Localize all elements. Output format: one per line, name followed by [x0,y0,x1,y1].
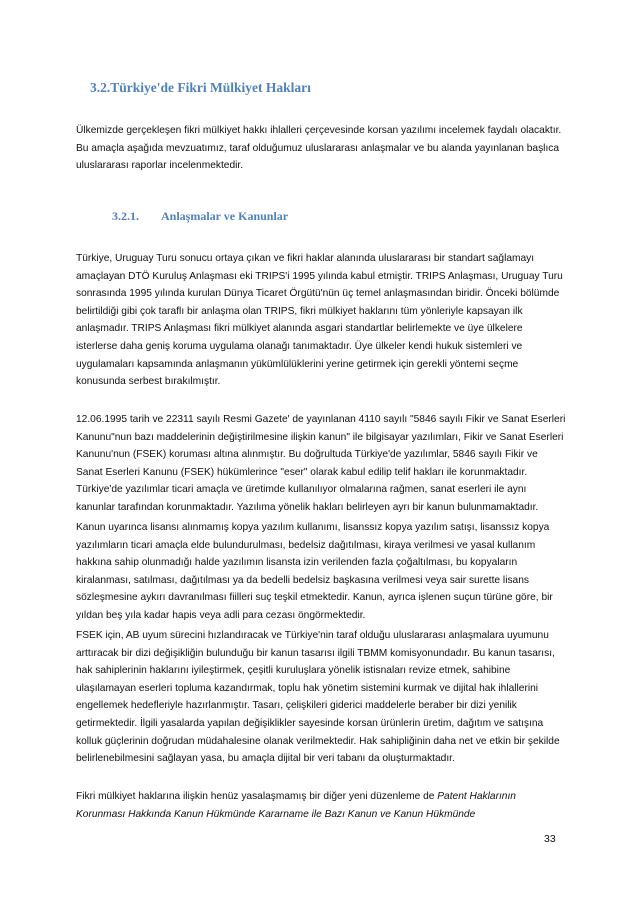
section-heading: 3.2.Türkiye'de Fikri Mülkiyet Hakları [90,80,311,95]
subsection-heading [112,209,288,224]
subsection-number: 3.2.1. [112,209,139,223]
paragraph-trips: Türkiye, Uruguay Turu sonucu ortaya çıkan ve fikri haklar alanında uluslararası bir standart sağlamayı amaçlayan DTÖ Kuruluş Anlaşması eki TRIPS'i 1995 yılında kabul etmiştir. TRIPS Anlaşması, Uruguay Turu sonrasında 1995 yılında kurulan Dünya Ticaret Örgütü'nün üç temel anlaşmasından biridir. Önceki bölümde belirtildiği gibi çok taraflı bir anlaşma olan TRIPS, fikri mülkiyet haklarını tüm yönleriyle kapsayan ilk anlaşmadır. TRIPS Anlaşması fikri mülkiyet alanında asgari standartlar belirlemekte ve üye ülkelere isterlerse daha geniş koruma uygulama olanağı tanımaktadır. Üye ülkeler kendi hukuk sistemleri ve uygulamaları kapsamında anlaşmanın yükümlülüklerini yerine getirmek için gerekli yöntemi seçme konusunda serbest bırakılmıştır. [76,253,563,388]
paragraph-patent-text: Fikri mülkiyet haklarına ilişkin henüz yasalaşmamış bir diğer yeni düzenleme de [76,791,438,802]
paragraph-patent [76,788,566,823]
subsection-title: Anlaşmalar ve Kanunlar [161,209,289,223]
paragraph-reform-bill: FSEK için, AB uyum sürecini hızlandıracak ve Türkiye'nin taraf olduğu uluslararası anlaşmalara uyumunu arttıracak bir dizi değişikliğin bulunduğu bir kanun tasarısı ilgili TBMM komisyonundadır. Bu kanun tasarısı, hak sahiplerinin haklarını iyileştirmek, çeşitli kuruluşlara yönelik istisnaları revize etmek, sahibine ulaşılamayan eserleri topluma kazandırmak, toplu hak yönetim sistemini kurmak ve dijital hak ihlallerini engellemek hedefleriyle hazırlanmıştır. Tasarı, çelişkileri giderici maddelerle beraber bir dizi yenilik getirmektedir. İlgili yasalarda yapılan değişiklikler sayesinde korsan ürünlerin üretim, dağıtım ve satışına kolluk güçlerinin doğrudan müdahalesine olanak verilmektedir. Hak sahipliğinin daha net ve etkin bir şekilde belirlenebilmesini sağlayan yasa, bu amaçla dijital bir veri tabanı da oluşturmaktadır. [76,630,560,765]
paragraph-fsek-law: 12.06.1995 tarih ve 22311 sayılı Resmi Gazete' de yayınlanan 4110 sayılı "5846 sayılı Fikir ve Sanat Eserleri Kanunu"nun bazı maddelerinin değiştirilmesine ilişkin kanun" ile bilgisayar yazılımları, Fikir ve Sanat Eserleri Kanunu'nun (FSEK) koruması altına alınmıştır. Bu doğrultuda Türkiye'de yazılımlar, 5846 sayılı Fikir ve Sanat Eserleri Kanunu (FSEK) hükümlerince "eser" olarak kabul edilip telif hakları ile korunmaktadır. Türkiye'de yazılımlar ticari amaçla ve üretimde kullanılıyor olmalarına rağmen, sanat eserleri ile aynı kanunlar tarafından korunmaktadır. Yazılıma yönelik hakları belirleyen ayrı bir kanun bulunmamaktadır. [76,414,566,513]
paragraph-patent-italic: Patent Haklarının Korunması Hakkında Kanun Hükmünde Kararname ile Bazı Kanun ve Kanun Hükmünde [76,791,516,820]
page-number: 33 [544,833,556,845]
intro-paragraph: Ülkemizde gerçekleşen fikri mülkiyet hakkı ihlalleri çerçevesinde korsan yazılımı incelemek faydalı olacaktır. Bu amaçla aşağıda mevzuatımız, taraf olduğumuz uluslararası anlaşmalar ve bu alanda yayınlanan başlıca uluslararası raporlar incelenmektedir. [76,125,562,172]
paragraph-penalties: Kanun uyarınca lisansı alınmamış kopya yazılım kullanımı, lisanssız kopya yazılım satışı, lisanssız kopya yazılımların ticari amaçla elde bulundurulması, bedelsiz dağıtılması, kiraya verilmesi ve yasal kullanım hakkına sahip olunmadığı halde yazılımın lisansta izin verilenden fazla çoğaltılması, bu kopyaların kiralanması, satılması, dağıtılması ya da bedelli bedelsiz başkasına verilmesi veya sair surette lisans sözleşmesine aykırı davranılması fiilleri suç teşkil etmektedir. Kanun, ayrıca işlenen suçun türüne göre, bir yıldan beş yıla kadar hapis veya adli para cezası öngörmektedir. [76,522,553,621]
